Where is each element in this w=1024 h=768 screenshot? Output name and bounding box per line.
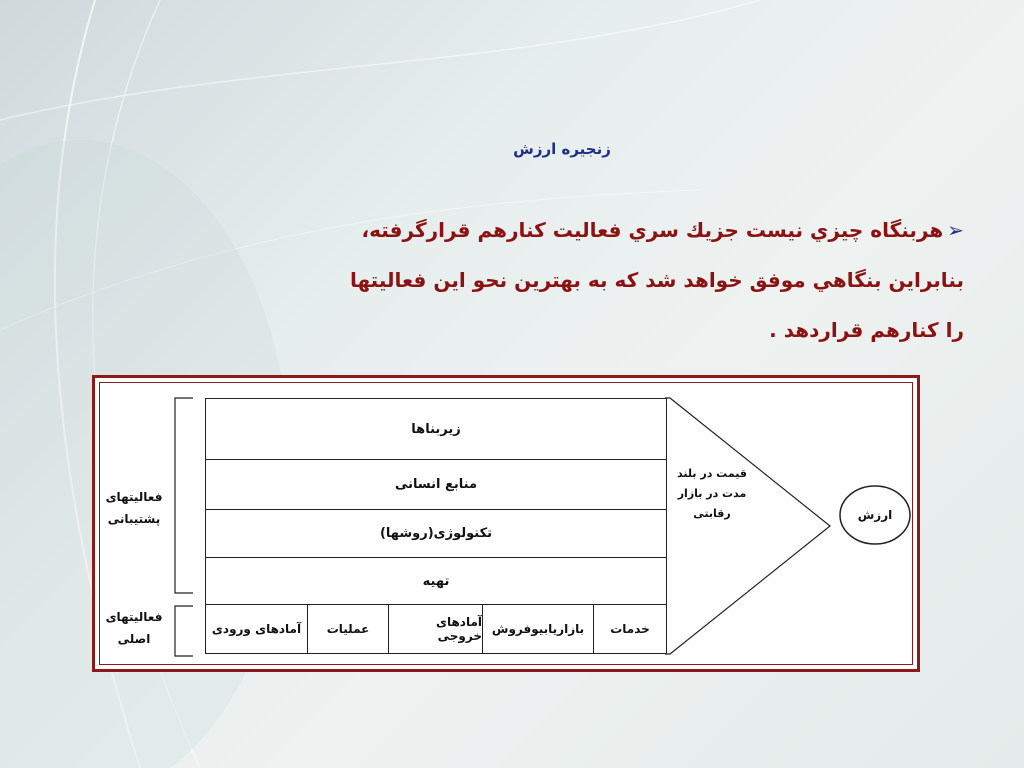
paragraph-line-3: را كنارهم قراردهد . <box>769 318 964 342</box>
primary-activities-label <box>99 606 169 650</box>
body-paragraph <box>304 205 964 355</box>
paragraph-line-2: بنابراين بنگاهي موفق خواهد شد كه به بهترين نحو اين فعاليتها <box>349 268 964 292</box>
support-row-procurement: تهيه <box>205 557 667 605</box>
support-label-line-1: فعاليتهای <box>105 490 163 504</box>
support-row-hr: منابع انسانی <box>205 459 667 510</box>
arrow-bullet-icon: ➢ <box>947 218 964 242</box>
slide-title: زنجيره ارزش <box>513 140 611 158</box>
value-text-line-3: رقابتی <box>693 507 731 520</box>
primary-label-line-1: فعاليتهای <box>105 610 163 624</box>
paragraph-text-1: هربنگاه چيزي نيست جزيك سري فعاليت كنارهم قرارگرفته، <box>361 218 944 242</box>
value-description <box>667 464 757 524</box>
value-text-line-1: قيمت در بلند <box>677 467 747 480</box>
primary-cell-operations: عمليات <box>307 604 389 654</box>
support-row-technology: تکنولوژی(روشها) <box>205 509 667 558</box>
value-chain-diagram <box>95 378 917 669</box>
primary-cell-inbound-logistics: آمادهای ورودی <box>205 604 308 654</box>
primary-cell-services: خدمات <box>593 604 667 654</box>
primary-label-line-2: اصلی <box>117 632 151 646</box>
paragraph-line-1 <box>304 205 964 255</box>
support-row-infrastructure: زيربناها <box>205 398 667 460</box>
support-label-line-2: پشتيبانی <box>107 512 161 526</box>
value-chain-frame <box>92 375 920 672</box>
support-activities-label <box>99 486 169 530</box>
value-text-line-2: مدت در بازار <box>677 487 747 500</box>
value-oval-label: ارزش <box>857 508 893 522</box>
primary-cell-marketing-sales: بازاريابیوفروش <box>482 604 594 654</box>
primary-cell-outbound-logistics: آمادهای خروجی <box>388 604 483 654</box>
